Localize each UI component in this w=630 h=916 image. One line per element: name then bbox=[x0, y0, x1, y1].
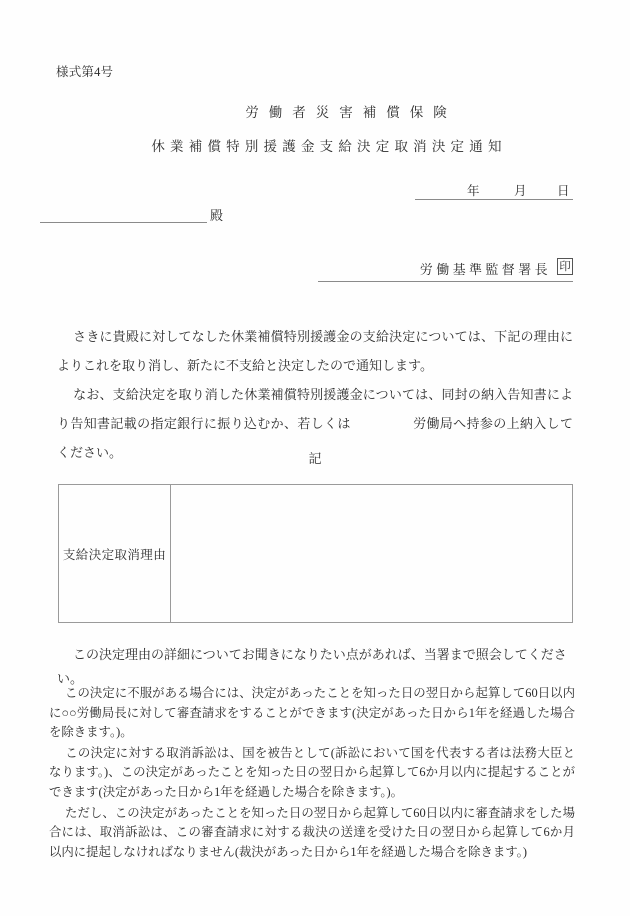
issuer-field[interactable] bbox=[318, 258, 573, 282]
reason-value-cell[interactable] bbox=[171, 485, 572, 622]
document-title-secondary: 休業補償特別援護金支給決定取消決定通知 bbox=[151, 139, 507, 154]
date-field[interactable] bbox=[415, 180, 573, 200]
section-marker: 記 bbox=[308, 451, 322, 466]
addressee-honorific: 殿 bbox=[210, 208, 224, 223]
legal-note-item bbox=[49, 744, 575, 803]
date-year-label: 年 bbox=[467, 184, 480, 198]
body-paragraph-2-text-part-2: 労働局へ持参の上納入してください。 bbox=[57, 416, 573, 460]
issuer-title: 労働基準監督署長 bbox=[419, 262, 551, 277]
issuer-rule bbox=[318, 281, 573, 282]
legal-note-text: ただし、この決定があったことを知った日の翌日から起算して60日以内に審査請求をした場合には、取消訴訟は、この審査請求に対する裁決の送達を受けた日の翌日から起算して6か月以内に提起しなければなりません(裁決があった日から1年を経過した場合を除きます。) bbox=[49, 805, 575, 859]
legal-note-text: この決定に不服がある場合には、決定があったことを知った日の翌日から起算して60日以内に○○労働局長に対して審査請求をすることができます(決定があった日から1年を経過した場合を除きます。)。 bbox=[49, 686, 575, 740]
date-day-label: 日 bbox=[557, 184, 570, 198]
body-paragraph-2-text-part-1: なお、支給決定を取り消した休業補償特別援護金については、同封の納入告知書により告知書記載の指定銀行に振り込むか、若しくは bbox=[57, 387, 573, 431]
seal-stamp-box[interactable]: 印 bbox=[557, 258, 573, 275]
legal-notes bbox=[49, 684, 575, 863]
legal-note-text: この決定に対する取消訴訟は、国を被告として(訴訟において国を代表する者は法務大臣となります。)、この決定があったことを知った日の翌日から起算して6か月以内に提起することができます(決定があった日から1年を経過した場合を除きます。)。 bbox=[49, 745, 575, 799]
inquiry-paragraph-text: この決定理由の詳細についてお聞きになりたい点があれば、当署まで照会してください。 bbox=[57, 647, 567, 686]
date-month-label: 月 bbox=[514, 184, 527, 198]
legal-note-item bbox=[49, 684, 575, 743]
form-number: 様式第4号 bbox=[56, 65, 114, 79]
reason-table bbox=[58, 484, 573, 623]
body-paragraph-1-text: さきに貴殿に対してなした休業補償特別援護金の支給決定については、下記の理由によりこれを取り消し、新たに不支給と決定したので通知します。 bbox=[57, 329, 573, 373]
addressee-rule bbox=[40, 222, 207, 223]
body-paragraph-1 bbox=[57, 322, 573, 380]
addressee-field[interactable] bbox=[40, 205, 270, 227]
reason-label-cell bbox=[59, 485, 171, 622]
document-title-primary: 労働者災害補償保険 bbox=[245, 105, 457, 120]
legal-note-item bbox=[49, 804, 575, 863]
reason-label: 支給決定取消理由 bbox=[62, 547, 167, 562]
